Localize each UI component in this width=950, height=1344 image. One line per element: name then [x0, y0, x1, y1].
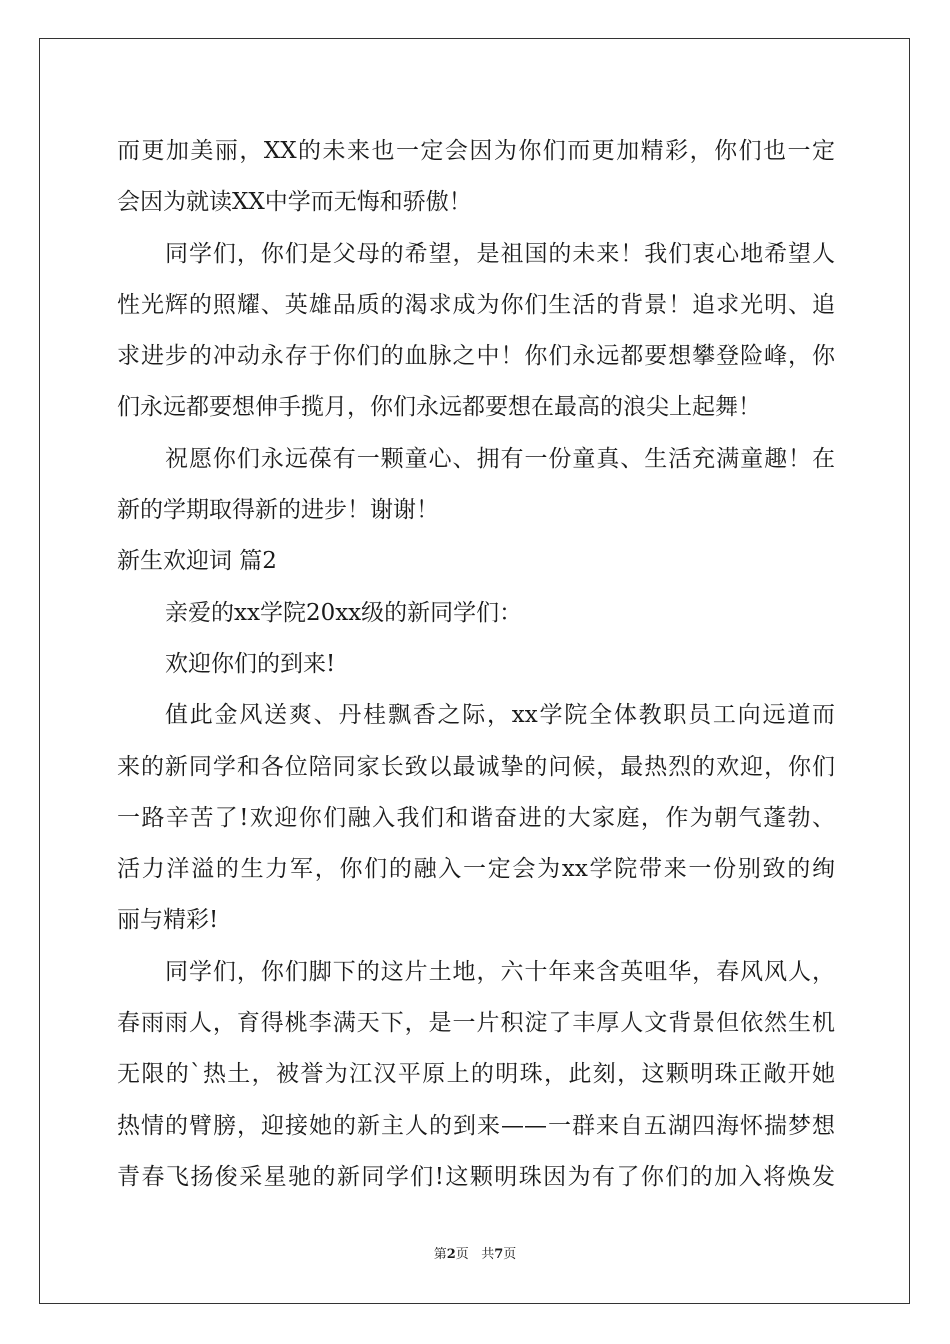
text-line: 而更加美丽，XX的未来也一定会因为你们而更加精彩，你们也一定: [117, 138, 835, 164]
text-line: 热情的臂膀，迎接她的新主人的到来——一群来自五湖四海怀揣梦想: [117, 1112, 835, 1139]
footer-page-number: 2: [446, 1247, 456, 1262]
text-line: 活力洋溢的生力军，你们的融入一定会为xx学院带来一份别致的绚: [117, 856, 835, 883]
text-line: 丽与精彩!: [117, 907, 219, 934]
text-line: 们永远都要想伸手揽月，你们永远都要想在最高的浪尖上起舞！: [117, 394, 761, 421]
page-footer: [0, 1247, 950, 1263]
text-line: 新的学期取得新的进步！谢谢！: [117, 497, 439, 524]
text-line: 新生欢迎词 篇2: [117, 548, 277, 575]
text-line: 同学们，你们脚下的这片土地，六十年来含英咀华，春风风人，: [165, 958, 835, 985]
text-line: 同学们，你们是父母的希望，是祖国的未来！我们衷心地希望人: [165, 240, 835, 267]
document-body: [117, 126, 835, 1203]
text-line: 来的新同学和各位陪同家长致以最诚挚的问候，最热烈的欢迎，你们: [117, 753, 835, 780]
text-line: 祝愿你们永远葆有一颗童心、拥有一份童真、生活充满童趣！在: [165, 445, 835, 472]
text-line: 春雨雨人，育得桃李满天下，是一片积淀了丰厚人文背景但依然生机: [117, 1010, 835, 1037]
text-line: 无限的`热土，被誉为江汉平原上的明珠，此刻，这颗明珠正敞开她: [117, 1061, 835, 1088]
text-line: 性光辉的照耀、英雄品质的渴求成为你们生活的背景！追求光明、追: [117, 291, 835, 318]
text-line: 值此金风送爽、丹桂飘香之际，xx学院全体教职员工向远道而: [165, 702, 835, 729]
text-line: 欢迎你们的到来!: [165, 650, 336, 677]
text-line: 求进步的冲动永存于你们的血脉之中！你们永远都要想攀登险峰，你: [117, 343, 835, 370]
footer-total-pages: 7: [494, 1247, 504, 1262]
text-line: 亲爱的xx学院20xx级的新同学们：: [165, 599, 523, 626]
footer-page-prefix: 第: [433, 1247, 447, 1262]
footer-page-suffix: 页: [455, 1247, 469, 1262]
text-line: 会因为就读XX中学而无悔和骄傲！: [117, 189, 472, 216]
text-line: 一路辛苦了!欢迎你们融入我们和谐奋进的大家庭，作为朝气蓬勃、: [117, 804, 835, 831]
footer-total-prefix: 共: [481, 1247, 495, 1262]
footer-total-suffix: 页: [503, 1247, 517, 1262]
text-line: 青春飞扬俊采星驰的新同学们!这颗明珠因为有了你们的加入将焕发: [117, 1163, 835, 1190]
